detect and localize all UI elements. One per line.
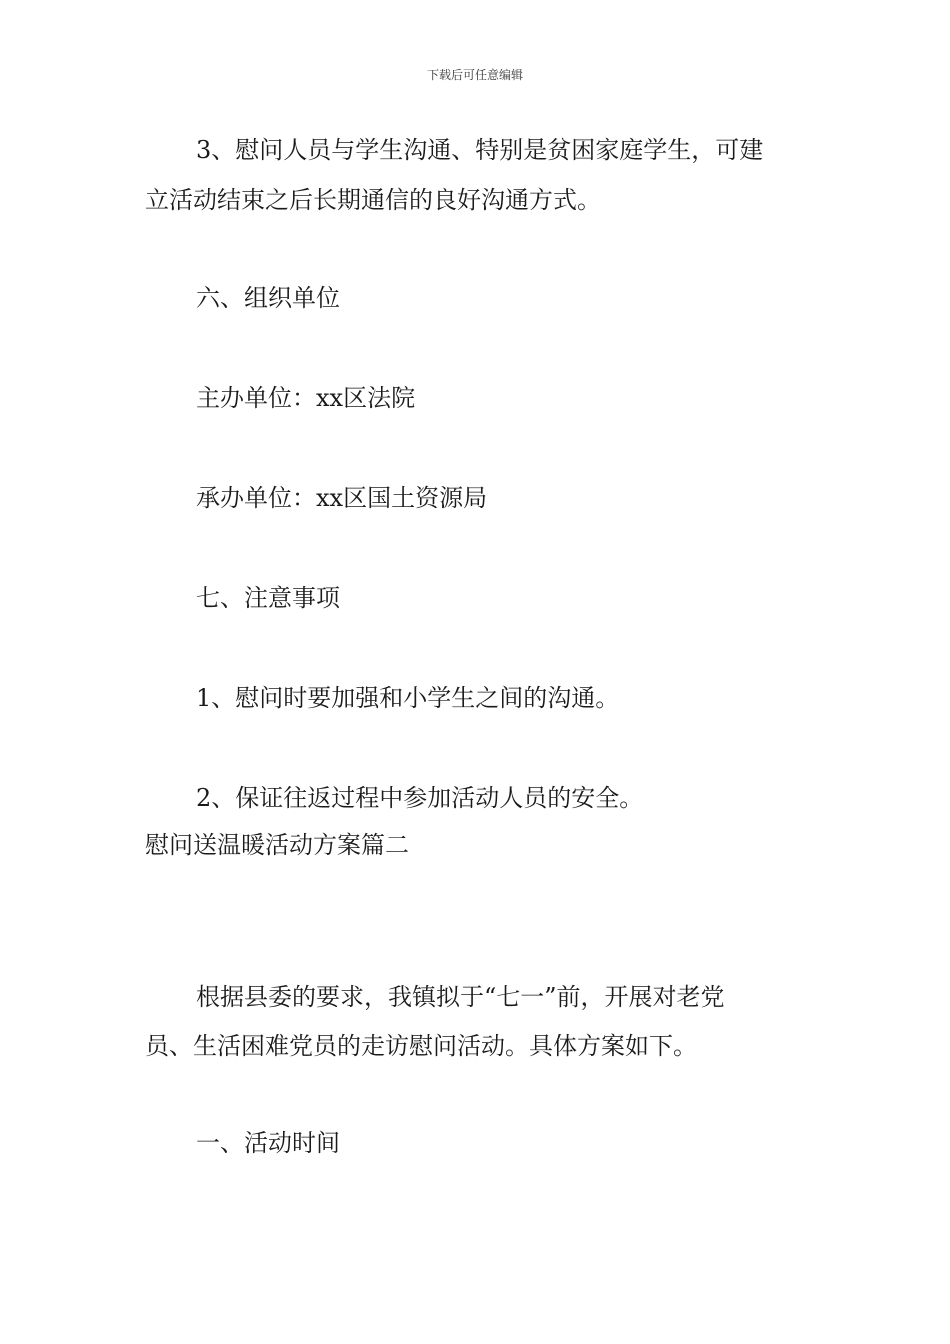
- section1-heading: 一、活动时间: [196, 1129, 340, 1157]
- intro-line1: 根据县委的要求，我镇拟于“七一”前，开展对老党: [196, 983, 725, 1011]
- section6-heading: 六、组织单位: [196, 284, 340, 312]
- co-organizer-line: 承办单位：xx区国土资源局: [196, 484, 488, 512]
- part2-title: 慰问送温暖活动方案篇二: [145, 831, 409, 859]
- intro-line2: 员、生活困难党员的走访慰问活动。具体方案如下。: [145, 1032, 697, 1060]
- item3-line2: 立活动结束之后长期通信的良好沟通方式。: [145, 186, 601, 214]
- note1-line: 1、慰问时要加强和小学生之间的沟通。: [196, 684, 620, 712]
- note2-line: 2、保证往返过程中参加活动人员的安全。: [196, 784, 644, 812]
- section7-heading: 七、注意事项: [196, 584, 340, 612]
- page-header-note: 下载后可任意编辑: [426, 68, 523, 82]
- organizer-line: 主办单位：xx区法院: [196, 384, 416, 412]
- item3-line1: 3、慰问人员与学生沟通、特别是贫困家庭学生，可建: [196, 136, 764, 164]
